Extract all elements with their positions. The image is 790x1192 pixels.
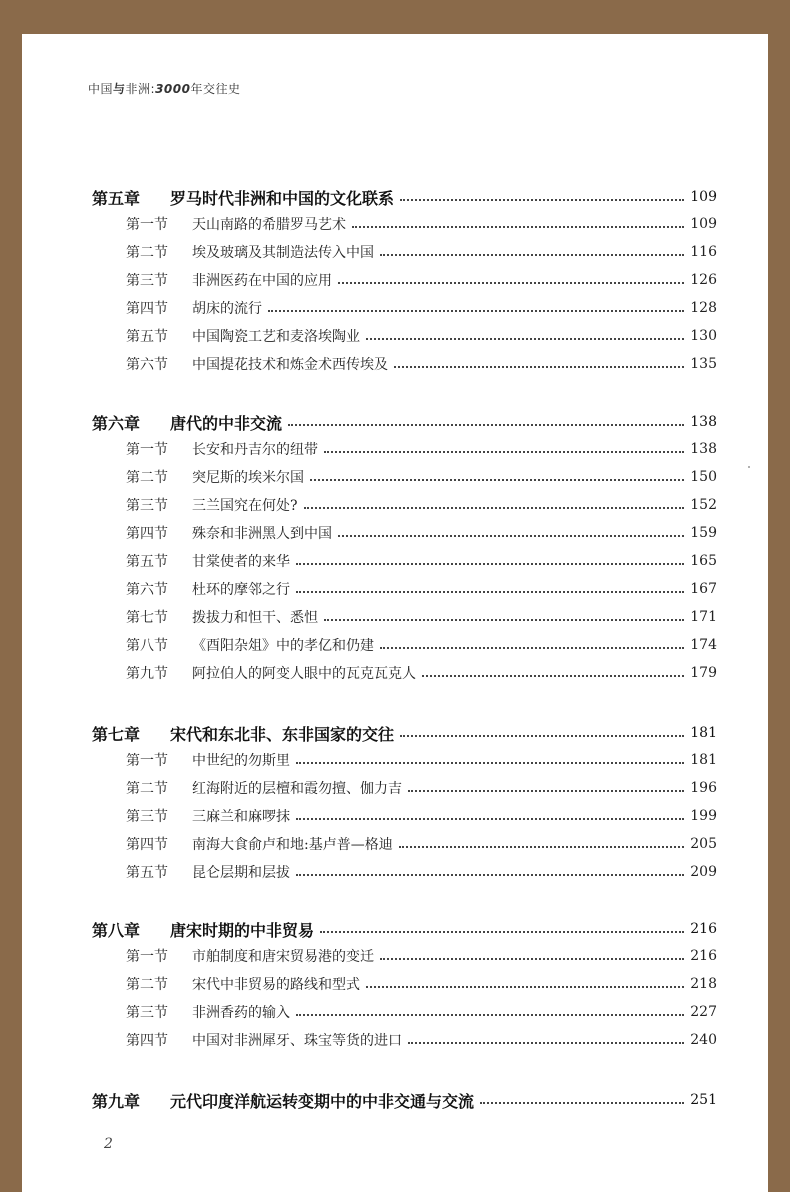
page-number: 2	[104, 1136, 113, 1152]
section-title: 三麻兰和麻啰抹	[192, 809, 290, 825]
dot-leader	[400, 199, 684, 201]
section-page: 167	[690, 581, 717, 597]
toc-section	[126, 295, 717, 321]
dot-leader	[352, 226, 684, 228]
toc-section	[126, 520, 717, 546]
running-head-mid: 非洲:	[125, 82, 156, 96]
toc-section	[126, 660, 717, 686]
running-head-pre: 中国	[88, 82, 114, 96]
toc-section	[126, 999, 717, 1025]
toc-chapter	[92, 720, 717, 746]
section-page: 209	[690, 864, 717, 880]
section-number: 第一节	[126, 217, 168, 233]
section-title: 埃及玻璃及其制造法传入中国	[192, 245, 374, 261]
section-title: 南海大食俞卢和地:基卢普—格迪	[192, 837, 393, 853]
section-title: 长安和丹吉尔的纽带	[192, 442, 318, 458]
section-number: 第三节	[126, 498, 168, 514]
dot-leader	[296, 874, 684, 876]
chapter-number: 第五章	[92, 188, 141, 208]
toc-section	[126, 803, 717, 829]
section-title: 殊奈和非洲黑人到中国	[192, 526, 332, 542]
section-title: 胡床的流行	[192, 301, 262, 317]
section-number: 第五节	[126, 554, 168, 570]
section-page: 116	[690, 244, 717, 260]
dot-leader	[366, 338, 684, 340]
section-number: 第四节	[126, 1033, 168, 1049]
dot-leader	[394, 366, 684, 368]
section-page: 130	[690, 328, 717, 344]
section-number: 第六节	[126, 582, 168, 598]
dot-leader	[380, 958, 684, 960]
toc-section	[126, 548, 717, 574]
toc-section	[126, 831, 717, 857]
toc-section	[126, 943, 717, 969]
paper-speck	[748, 466, 750, 468]
section-page: 138	[690, 441, 717, 457]
running-head	[88, 80, 241, 97]
section-page: 126	[690, 272, 717, 288]
section-number: 第二节	[126, 781, 168, 797]
section-page: 181	[690, 752, 717, 768]
section-number: 第一节	[126, 949, 168, 965]
chapter-title: 罗马时代非洲和中国的文化联系	[170, 188, 395, 208]
dot-leader	[422, 675, 684, 677]
chapter-page: 216	[690, 921, 717, 937]
dot-leader	[399, 846, 685, 848]
section-title: 阿拉伯人的阿变人眼中的瓦克瓦克人	[192, 666, 416, 682]
section-page: 174	[690, 637, 717, 653]
toc-section	[126, 775, 717, 801]
section-title: 三兰国究在何处?	[192, 498, 298, 514]
chapter-page: 138	[690, 414, 717, 430]
section-number: 第五节	[126, 329, 168, 345]
toc-chapter	[92, 916, 717, 942]
section-page: 179	[690, 665, 717, 681]
dot-leader	[296, 563, 684, 565]
dot-leader	[296, 818, 684, 820]
section-number: 第四节	[126, 837, 168, 853]
chapter-title: 唐宋时期的中非贸易	[170, 920, 315, 940]
toc-chapter	[92, 1087, 717, 1113]
section-number: 第三节	[126, 273, 168, 289]
book-page	[22, 34, 768, 1192]
chapter-page: 251	[690, 1092, 717, 1108]
section-page: 165	[690, 553, 717, 569]
chapter-page: 109	[690, 189, 717, 205]
dot-leader	[304, 507, 685, 509]
chapter-title: 元代印度洋航运转变期中的中非交通与交流	[170, 1091, 475, 1111]
section-number: 第二节	[126, 470, 168, 486]
section-number: 第七节	[126, 610, 168, 626]
chapter-title: 唐代的中非交流	[170, 413, 283, 433]
toc-section	[126, 351, 717, 377]
section-number: 第一节	[126, 753, 168, 769]
toc-chapter	[92, 409, 717, 435]
dot-leader	[268, 310, 684, 312]
section-title: 杜环的摩邻之行	[192, 582, 290, 598]
toc-section	[126, 239, 717, 265]
dot-leader	[338, 535, 684, 537]
section-number: 第六节	[126, 357, 168, 373]
section-page: 171	[690, 609, 717, 625]
dot-leader	[400, 735, 684, 737]
section-title: 非洲医药在中国的应用	[192, 273, 332, 289]
section-number: 第三节	[126, 1005, 168, 1021]
dot-leader	[480, 1102, 684, 1104]
toc-section	[126, 464, 717, 490]
section-title: 《酉阳杂俎》中的孝亿和仍建	[192, 638, 374, 654]
toc-section	[126, 859, 717, 885]
section-title: 宋代中非贸易的路线和型式	[192, 977, 360, 993]
section-title: 甘棠使者的来华	[192, 554, 290, 570]
section-number: 第五节	[126, 865, 168, 881]
section-page: 159	[690, 525, 717, 541]
dot-leader	[296, 1014, 684, 1016]
section-page: 240	[690, 1032, 717, 1048]
chapter-title: 宋代和东北非、东非国家的交往	[170, 724, 395, 744]
dot-leader	[338, 282, 684, 284]
section-number: 第八节	[126, 638, 168, 654]
chapter-number: 第六章	[92, 413, 141, 433]
section-number: 第四节	[126, 301, 168, 317]
section-title: 市舶制度和唐宋贸易港的变迁	[192, 949, 374, 965]
running-head-post: 年交往史	[190, 82, 241, 96]
section-page: 150	[690, 469, 717, 485]
section-title: 中国陶瓷工艺和麦洛埃陶业	[192, 329, 360, 345]
dot-leader	[380, 254, 684, 256]
section-page: 227	[690, 1004, 717, 1020]
section-page: 152	[690, 497, 717, 513]
running-head-num: 3000	[155, 82, 191, 96]
chapter-number: 第九章	[92, 1091, 141, 1111]
section-title: 中世纪的勿斯里	[192, 753, 290, 769]
section-page: 205	[690, 836, 717, 852]
section-title: 突尼斯的埃米尔国	[192, 470, 304, 486]
toc-section	[126, 747, 717, 773]
section-title: 昆仑层期和层拔	[192, 865, 290, 881]
section-number: 第二节	[126, 977, 168, 993]
toc-section	[126, 604, 717, 630]
section-page: 216	[690, 948, 717, 964]
section-title: 拨拔力和怛干、悉怛	[192, 610, 318, 626]
section-title: 天山南路的希腊罗马艺术	[192, 217, 346, 233]
section-page: 199	[690, 808, 717, 824]
toc-section	[126, 971, 717, 997]
chapter-page: 181	[690, 725, 717, 741]
section-title: 非洲香药的输入	[192, 1005, 290, 1021]
toc-section	[126, 323, 717, 349]
toc-section	[126, 576, 717, 602]
toc-section	[126, 1027, 717, 1053]
dot-leader	[296, 591, 684, 593]
section-number: 第九节	[126, 666, 168, 682]
dot-leader	[310, 479, 684, 481]
chapter-number: 第八章	[92, 920, 141, 940]
toc-section	[126, 267, 717, 293]
dot-leader	[324, 619, 684, 621]
section-number: 第二节	[126, 245, 168, 261]
section-title: 红海附近的层檀和霞勿擅、伽力吉	[192, 781, 402, 797]
dot-leader	[408, 790, 684, 792]
toc-section	[126, 211, 717, 237]
running-head-yu: 与	[113, 82, 126, 96]
dot-leader	[324, 451, 684, 453]
toc-section	[126, 436, 717, 462]
section-number: 第一节	[126, 442, 168, 458]
toc-chapter	[92, 184, 717, 210]
toc-section	[126, 492, 717, 518]
section-page: 128	[690, 300, 717, 316]
dot-leader	[408, 1042, 684, 1044]
section-page: 135	[690, 356, 717, 372]
section-page: 109	[690, 216, 717, 232]
dot-leader	[320, 931, 684, 933]
dot-leader	[366, 986, 684, 988]
section-title: 中国对非洲犀牙、珠宝等货的进口	[192, 1033, 402, 1049]
dot-leader	[296, 762, 684, 764]
section-title: 中国提花技术和炼金术西传埃及	[192, 357, 388, 373]
toc-section	[126, 632, 717, 658]
section-number: 第三节	[126, 809, 168, 825]
section-page: 218	[690, 976, 717, 992]
section-page: 196	[690, 780, 717, 796]
dot-leader	[380, 647, 684, 649]
chapter-number: 第七章	[92, 724, 141, 744]
dot-leader	[288, 424, 684, 426]
section-number: 第四节	[126, 526, 168, 542]
